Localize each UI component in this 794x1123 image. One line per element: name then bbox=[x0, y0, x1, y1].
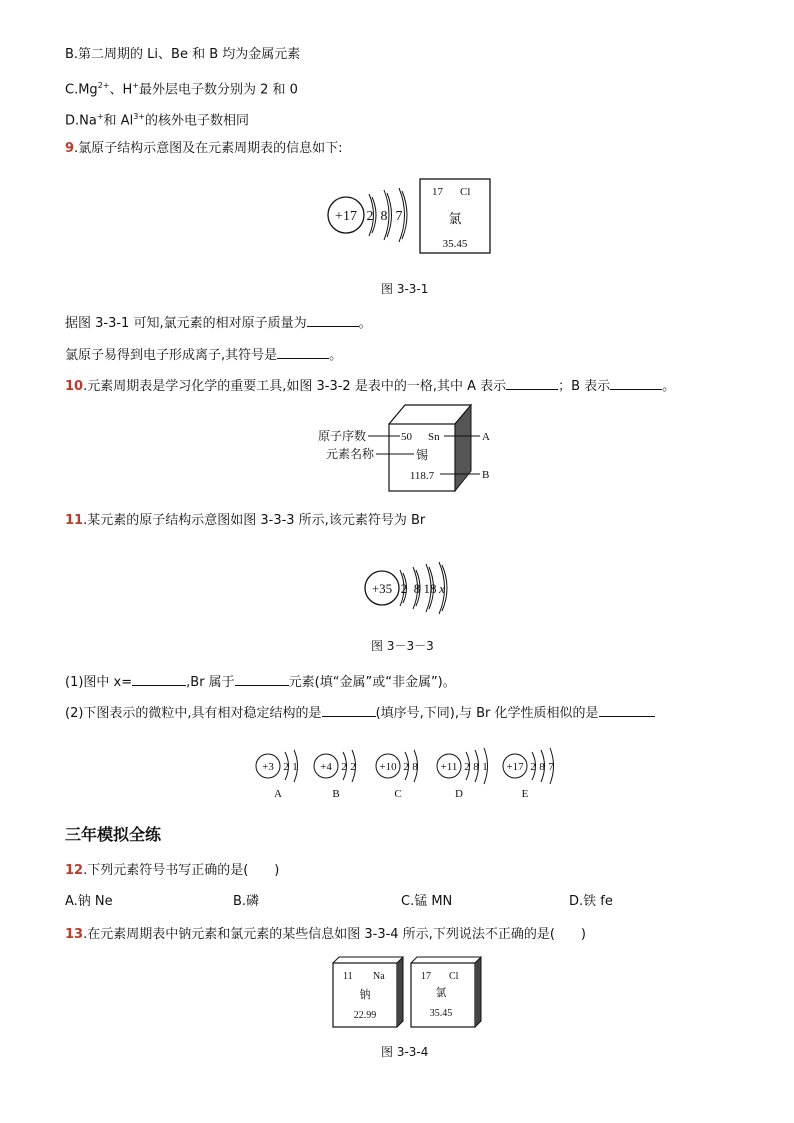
particle-c bbox=[376, 750, 418, 800]
q11-part-2 bbox=[65, 702, 655, 723]
q10-blank-b[interactable] bbox=[610, 375, 662, 390]
q11-shell-1: 2 bbox=[400, 581, 408, 596]
q10-label-b: B bbox=[482, 469, 490, 481]
q12-option-c[interactable]: C.锰 MN bbox=[401, 894, 453, 909]
q11-caption: 图 3－3－3 bbox=[371, 639, 434, 653]
q13-caption: 图 3-3-4 bbox=[381, 1045, 429, 1059]
particle-shell-count: 1 bbox=[482, 761, 488, 773]
q11-stem bbox=[65, 512, 425, 530]
particle-nucleus: +10 bbox=[379, 761, 397, 773]
particle-e bbox=[503, 748, 554, 800]
q13-na-symbol: Na bbox=[373, 971, 385, 982]
q10-number: 10 bbox=[65, 379, 84, 394]
q8-c-pre: C.Mg bbox=[65, 82, 98, 98]
bromine-atom-diagram bbox=[365, 562, 447, 614]
q8-d-pre: D.Na bbox=[65, 113, 97, 129]
q12-option-b[interactable]: B.磷 bbox=[233, 894, 260, 909]
q9-text: .氯原子结构示意图及在元素周期表的信息如下: bbox=[74, 141, 343, 156]
q9-shell-2: 8 bbox=[380, 209, 388, 224]
q10-cell-mass: 118.7 bbox=[409, 470, 435, 482]
q11-shell-3: 18 bbox=[423, 581, 437, 596]
q13-cl-name: 氯 bbox=[435, 986, 447, 999]
q8-d-post: 的核外电子数相同 bbox=[144, 113, 249, 129]
particle-label: C bbox=[394, 788, 402, 800]
q9-cell-name: 氯 bbox=[448, 212, 462, 227]
q11-number: 11 bbox=[65, 513, 84, 528]
chlorine-periodic-cell-13 bbox=[411, 957, 481, 1027]
q11-figure bbox=[360, 558, 460, 618]
q11-shell-4: x bbox=[439, 581, 445, 596]
q11-part-1 bbox=[65, 671, 456, 692]
q8-d-mid: 和 Al bbox=[103, 113, 134, 129]
q12-number: 12 bbox=[65, 863, 84, 878]
q10-text: .元素周期表是学习化学的重要工具,如图 3-3-2 是表中的一格,其中 A 表示 bbox=[83, 379, 507, 394]
particle-shell-count: 2 bbox=[403, 761, 409, 773]
q12-option-a[interactable]: A.钠 Ne bbox=[65, 894, 113, 909]
q9-blank-1[interactable] bbox=[307, 312, 359, 327]
q11-blank-similar[interactable] bbox=[599, 702, 655, 717]
section-title: 三年模拟全练 bbox=[65, 825, 162, 844]
q11-p1-b: ,Br 属于 bbox=[186, 675, 235, 690]
particle-shell-count: 2 bbox=[283, 761, 289, 773]
q11-p1-c: 元素(填“金属”或“非金属”)。 bbox=[288, 675, 456, 690]
chlorine-periodic-cell bbox=[420, 179, 490, 253]
q10-cell-number: 50 bbox=[401, 431, 412, 443]
q9-shell-3: 7 bbox=[395, 209, 403, 224]
q11-shell-2: 8 bbox=[413, 581, 421, 596]
q13-na-mass: 22.99 bbox=[353, 1010, 377, 1021]
q8-d-sup2: 3+ bbox=[133, 112, 145, 121]
q9-figure bbox=[320, 178, 500, 258]
q9-cell-number: 17 bbox=[432, 186, 443, 198]
particle-label: A bbox=[274, 788, 282, 800]
q13-na-name: 钠 bbox=[359, 988, 371, 1001]
q8-option-c bbox=[65, 77, 298, 99]
particle-nucleus: +3 bbox=[262, 761, 274, 773]
q10-cell-name: 锡 bbox=[415, 448, 429, 462]
q9-blank-2[interactable] bbox=[277, 344, 329, 359]
q13-stem bbox=[65, 926, 586, 944]
q9-question-1 bbox=[65, 312, 372, 333]
q13-na-number: 11 bbox=[343, 971, 353, 982]
q10-label-name: 元素名称 bbox=[326, 447, 375, 461]
particle-shell-count: 2 bbox=[464, 761, 470, 773]
q8-option-d bbox=[65, 108, 249, 130]
particle-label: D bbox=[455, 788, 463, 800]
particle-shell-count: 8 bbox=[412, 761, 418, 773]
q13-figure bbox=[331, 955, 491, 1031]
q10-mid: ；B 表示 bbox=[558, 379, 611, 394]
particle-d bbox=[437, 748, 488, 800]
particle-nucleus: +11 bbox=[440, 761, 458, 773]
q8-c-mid: 、H bbox=[109, 82, 133, 98]
q12-text: .下列元素符号书写正确的是( ) bbox=[83, 863, 280, 878]
q9-cell-symbol: Cl bbox=[460, 186, 471, 198]
particle-shell-count: 1 bbox=[292, 761, 298, 773]
particle-label: E bbox=[521, 788, 529, 800]
q13-number: 13 bbox=[65, 927, 84, 942]
q11-p2-b: (填序号,下同),与 Br 化学性质相似的是 bbox=[375, 706, 599, 721]
q10-figure bbox=[318, 402, 498, 494]
q11-p2-a: (2)下图表示的微粒中,具有相对稳定结构的是 bbox=[65, 706, 322, 721]
particle-shell-count: 2 bbox=[350, 761, 356, 773]
q9-caption: 图 3-3-1 bbox=[381, 282, 429, 296]
q9-cell-mass: 35.45 bbox=[442, 238, 468, 250]
particle-label: B bbox=[332, 788, 340, 800]
particle-shell-count: 8 bbox=[473, 761, 479, 773]
q9-line1-end: 。 bbox=[358, 316, 372, 331]
q9-number: 9 bbox=[65, 141, 75, 156]
q8-option-b: B.第二周期的 Li、Be 和 B 均为金属元素 bbox=[65, 47, 301, 62]
q9-line2: 氯原子易得到电子形成离子,其符号是 bbox=[65, 348, 278, 363]
q12-stem bbox=[65, 862, 279, 880]
q10-stem bbox=[65, 375, 675, 396]
q13-text: .在元素周期表中钠元素和氯元素的某些信息如图 3-3-4 所示,下列说法不正确的是( ) bbox=[83, 927, 586, 942]
particle-nucleus: +17 bbox=[506, 761, 524, 773]
q9-line1: 据图 3-3-1 可知,氯元素的相对原子质量为 bbox=[65, 316, 307, 331]
q8-d-sup: + bbox=[96, 112, 104, 121]
q12-option-d[interactable]: D.铁 fe bbox=[569, 894, 613, 909]
q8-c-sup: 2+ bbox=[97, 81, 110, 90]
particle-shell-count: 2 bbox=[530, 761, 536, 773]
particle-a bbox=[256, 750, 298, 800]
q10-blank-a[interactable] bbox=[506, 375, 558, 390]
q10-label-a: A bbox=[482, 431, 490, 443]
q10-cell-symbol: Sn bbox=[428, 431, 440, 443]
q11-blank-type[interactable] bbox=[235, 671, 289, 686]
particle-nucleus: +4 bbox=[320, 761, 332, 773]
chlorine-atom-diagram bbox=[328, 188, 407, 242]
q10-end: 。 bbox=[662, 379, 676, 394]
q11-text: .某元素的原子结构示意图如图 3-3-3 所示,该元素符号为 Br bbox=[83, 513, 426, 528]
q11-blank-stable[interactable] bbox=[322, 702, 376, 717]
particle-shell-count: 8 bbox=[539, 761, 545, 773]
particle-b bbox=[314, 750, 356, 800]
q11-particles-figure bbox=[250, 742, 560, 802]
q8-c-sup2: + bbox=[132, 81, 139, 90]
tin-periodic-cell bbox=[389, 405, 471, 491]
q11-nucleus: +35 bbox=[371, 581, 393, 596]
q13-cl-mass: 35.45 bbox=[429, 1008, 453, 1019]
q10-label-number: 原子序数 bbox=[318, 429, 367, 443]
q9-line2-end: 。 bbox=[329, 348, 343, 363]
q13-cl-number: 17 bbox=[421, 971, 431, 982]
q13-cl-symbol: Cl bbox=[449, 971, 459, 982]
q9-shell-1: 2 bbox=[366, 209, 374, 224]
q9-nucleus: +17 bbox=[335, 209, 357, 224]
q9-question-2 bbox=[65, 344, 342, 365]
q8-c-post: 最外层电子数分别为 2 和 0 bbox=[138, 82, 298, 98]
q11-blank-x[interactable] bbox=[132, 671, 186, 686]
sodium-periodic-cell bbox=[333, 957, 403, 1027]
particle-shell-count: 2 bbox=[341, 761, 347, 773]
q11-p1-a: (1)图中 x= bbox=[65, 675, 133, 690]
particle-shell-count: 7 bbox=[548, 761, 554, 773]
q9-stem bbox=[65, 140, 343, 158]
